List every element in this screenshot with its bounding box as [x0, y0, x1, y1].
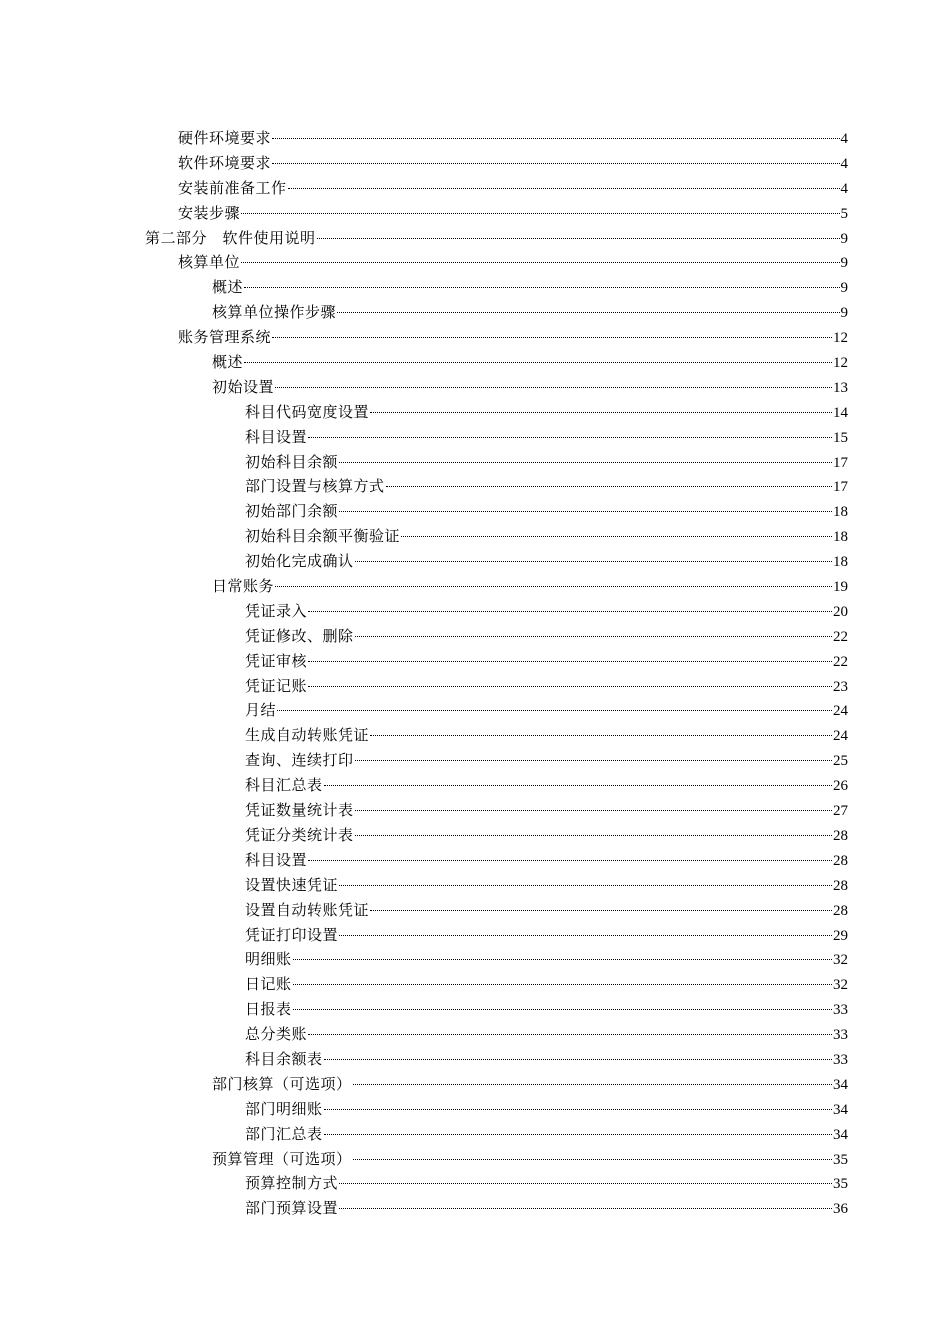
toc-entry-row — [178, 126, 848, 152]
toc-entry-row — [245, 425, 848, 451]
toc-entry-row — [245, 748, 848, 774]
toc-dot-leader — [401, 536, 832, 537]
toc-dot-leader — [293, 1009, 832, 1010]
toc-entry[interactable] — [0, 624, 950, 649]
toc-page-number: 34 — [833, 1076, 848, 1093]
toc-entry[interactable] — [0, 748, 950, 773]
toc-page-number: 29 — [833, 927, 848, 944]
toc-page-number: 18 — [833, 554, 848, 571]
toc-entry-row — [245, 848, 848, 874]
toc-dot-leader — [308, 437, 832, 438]
toc-entry[interactable] — [0, 997, 950, 1022]
toc-entry[interactable] — [0, 898, 950, 923]
toc-dot-leader — [308, 1034, 832, 1035]
toc-entry-row — [178, 325, 848, 351]
toc-page-number: 33 — [833, 1002, 848, 1019]
toc-dot-leader — [386, 486, 832, 487]
toc-entry-row — [245, 923, 848, 949]
toc-entry-title: 初始科目余额平衡验证 — [245, 527, 401, 546]
toc-dot-leader — [308, 686, 832, 687]
toc-entry-title: 部门设置与核算方式 — [245, 477, 385, 496]
toc-entry-row — [245, 997, 848, 1023]
toc-page-number: 34 — [833, 1101, 848, 1118]
toc-page-number: 26 — [833, 778, 848, 795]
toc-entry-title: 凭证修改、删除 — [245, 626, 354, 645]
toc-entry-row — [245, 873, 848, 899]
toc-page-number: 32 — [833, 977, 848, 994]
toc-page-number: 12 — [833, 330, 848, 347]
toc-entry-title: 科目汇总表 — [245, 776, 323, 795]
toc-entry-row — [178, 176, 848, 202]
toc-dot-leader — [308, 661, 832, 662]
toc-entry-row — [245, 773, 848, 799]
toc-entry[interactable] — [0, 1072, 950, 1097]
toc-dot-leader — [244, 362, 832, 363]
toc-page-number: 28 — [833, 902, 848, 919]
toc-entry-row — [178, 151, 848, 177]
toc-entry-title: 查询、连续打印 — [245, 751, 354, 770]
toc-dot-leader — [339, 462, 832, 463]
toc-entry-title: 账务管理系统 — [178, 328, 272, 347]
toc-page-number: 33 — [833, 1051, 848, 1068]
toc-dot-leader — [339, 885, 832, 886]
toc-entry-title: 凭证审核 — [245, 651, 308, 670]
toc-entry[interactable] — [0, 425, 950, 450]
toc-page-number: 4 — [840, 155, 848, 172]
toc-page-number: 19 — [833, 579, 848, 596]
toc-page-number: 34 — [833, 1126, 848, 1143]
toc-page-number: 9 — [840, 230, 848, 247]
toc-entry[interactable] — [0, 474, 950, 499]
toc-entry-title: 凭证打印设置 — [245, 925, 339, 944]
toc-entry-title: 安装前准备工作 — [178, 178, 287, 197]
toc-entry-row — [178, 250, 848, 276]
toc-page-number: 5 — [840, 205, 848, 222]
toc-page-number: 28 — [833, 827, 848, 844]
toc-entry-title: 初始部门余额 — [245, 502, 339, 521]
toc-entry[interactable] — [0, 176, 950, 201]
toc-dot-leader — [277, 710, 832, 711]
toc-entry-title: 科目设置 — [245, 427, 308, 446]
toc-entry[interactable] — [0, 798, 950, 823]
toc-entry[interactable] — [0, 126, 950, 151]
toc-page-number: 17 — [833, 454, 848, 471]
toc-entry[interactable] — [0, 773, 950, 798]
toc-entry-row — [245, 524, 848, 550]
toc-entry[interactable] — [0, 524, 950, 549]
toc-entry-title: 设置自动转账凭证 — [245, 900, 370, 919]
toc-entry-row — [245, 474, 848, 500]
toc-entry[interactable] — [0, 674, 950, 699]
toc-page-number: 33 — [833, 1027, 848, 1044]
toc-dot-leader — [308, 611, 832, 612]
toc-entry-title: 初始化完成确认 — [245, 552, 354, 571]
toc-entry-title: 概述 — [212, 278, 244, 297]
toc-entry[interactable] — [0, 151, 950, 176]
toc-page-number: 13 — [833, 379, 848, 396]
toc-page-number: 9 — [840, 305, 848, 322]
toc-page-number: 9 — [840, 255, 848, 272]
toc-entry-title: 明细账 — [245, 950, 292, 969]
toc-entry-row — [245, 400, 848, 426]
toc-page-number: 18 — [833, 529, 848, 546]
toc-entry-title: 部门预算设置 — [245, 1199, 339, 1218]
toc-entry[interactable] — [0, 923, 950, 948]
toc-entry-title: 生成自动转账凭证 — [245, 726, 370, 745]
toc-entry-row — [245, 898, 848, 924]
toc-entry[interactable] — [0, 873, 950, 898]
toc-dot-leader — [308, 860, 832, 861]
toc-dot-leader — [339, 1208, 832, 1209]
toc-entry-title: 科目设置 — [245, 850, 308, 869]
toc-entry[interactable] — [0, 1147, 950, 1172]
toc-page-number: 25 — [833, 753, 848, 770]
toc-dot-leader — [370, 412, 832, 413]
toc-entry-title: 概述 — [212, 353, 244, 372]
toc-page-number: 22 — [833, 653, 848, 670]
toc-entry-title: 日报表 — [245, 1000, 292, 1019]
toc-dot-leader — [355, 835, 832, 836]
toc-entry[interactable] — [0, 698, 950, 723]
toc-entry-title: 总分类账 — [245, 1025, 308, 1044]
toc-entry-row — [212, 300, 848, 326]
toc-entry-row — [245, 549, 848, 575]
toc-entry-title: 硬件环境要求 — [178, 129, 272, 147]
toc-entry-title: 凭证记账 — [245, 676, 308, 695]
toc-page-number: 23 — [833, 678, 848, 695]
toc-entry-title: 科目余额表 — [245, 1049, 323, 1068]
toc-entry-title: 月结 — [245, 701, 277, 720]
toc-entry-row — [178, 201, 848, 227]
toc-entry[interactable] — [0, 1122, 950, 1147]
toc-dot-leader — [293, 959, 832, 960]
toc-entry-title: 预算管理（可选项） — [212, 1149, 352, 1168]
toc-entry-row — [245, 624, 848, 650]
toc-dot-leader — [355, 810, 832, 811]
toc-entry[interactable] — [0, 226, 950, 251]
toc-entry[interactable] — [0, 499, 950, 524]
toc-page-number: 27 — [833, 803, 848, 820]
toc-entry-row — [212, 574, 848, 600]
toc-entry-row — [245, 1022, 848, 1048]
toc-entry[interactable] — [0, 723, 950, 748]
toc-dot-leader — [272, 138, 839, 139]
toc-entry[interactable] — [0, 450, 950, 475]
toc-entry-row — [245, 798, 848, 824]
toc-entry-title: 科目代码宽度设置 — [245, 402, 370, 421]
toc-entry[interactable] — [0, 649, 950, 674]
toc-entry[interactable] — [0, 350, 950, 375]
toc-dot-leader — [370, 735, 832, 736]
toc-entry[interactable] — [0, 375, 950, 400]
toc-entry-title: 凭证分类统计表 — [245, 825, 354, 844]
toc-page-number: 22 — [833, 628, 848, 645]
toc-entry[interactable] — [0, 275, 950, 300]
table-of-contents — [0, 126, 950, 1221]
toc-entry[interactable] — [0, 1022, 950, 1047]
toc-page-number: 24 — [833, 728, 848, 745]
toc-dot-leader — [272, 163, 839, 164]
toc-entry-row — [245, 649, 848, 675]
toc-entry-row — [212, 275, 848, 301]
toc-entry-row — [245, 499, 848, 525]
toc-entry-row — [212, 1147, 848, 1173]
toc-entry-title: 日记账 — [245, 975, 292, 994]
toc-dot-leader — [370, 910, 832, 911]
toc-entry-row — [245, 1047, 848, 1073]
toc-entry[interactable] — [0, 250, 950, 275]
toc-page-number: 20 — [833, 603, 848, 620]
toc-entry-title: 核算单位 — [178, 253, 241, 272]
toc-entry[interactable] — [0, 400, 950, 425]
toc-entry-row — [212, 375, 848, 401]
toc-dot-leader — [339, 1183, 832, 1184]
toc-entry[interactable] — [0, 848, 950, 873]
toc-dot-leader — [353, 1159, 832, 1160]
toc-page-number: 14 — [833, 404, 848, 421]
toc-page-number: 28 — [833, 852, 848, 869]
toc-entry-title: 凭证数量统计表 — [245, 801, 354, 820]
toc-entry-title: 凭证录入 — [245, 601, 308, 620]
toc-entry[interactable] — [0, 574, 950, 599]
toc-entry-row — [245, 947, 848, 973]
toc-page-number: 28 — [833, 877, 848, 894]
toc-entry-row — [212, 350, 848, 376]
toc-entry[interactable] — [0, 1171, 950, 1196]
toc-entry-row — [245, 972, 848, 998]
toc-page-number: 15 — [833, 429, 848, 446]
toc-entry-row — [145, 226, 848, 252]
toc-dot-leader — [337, 312, 839, 313]
toc-entry-row — [245, 450, 848, 476]
toc-entry[interactable] — [0, 972, 950, 997]
toc-entry-title: 软件环境要求 — [178, 153, 272, 172]
toc-entry[interactable] — [0, 599, 950, 624]
toc-entry[interactable] — [0, 201, 950, 226]
toc-dot-leader — [288, 188, 840, 189]
toc-entry[interactable] — [0, 1097, 950, 1122]
toc-dot-leader — [293, 984, 832, 985]
toc-dot-leader — [324, 1059, 832, 1060]
toc-page-number: 36 — [833, 1201, 848, 1218]
toc-page-number: 4 — [840, 180, 848, 197]
toc-entry-title: 部门汇总表 — [245, 1124, 323, 1143]
toc-entry[interactable] — [0, 300, 950, 325]
toc-dot-leader — [244, 287, 839, 288]
toc-dot-leader — [272, 337, 832, 338]
toc-dot-leader — [324, 1134, 832, 1135]
toc-dot-leader — [241, 213, 839, 214]
toc-dot-leader — [355, 561, 832, 562]
toc-dot-leader — [241, 262, 839, 263]
toc-dot-leader — [324, 1109, 832, 1110]
toc-page-number: 35 — [833, 1151, 848, 1168]
toc-page-number: 12 — [833, 355, 848, 372]
toc-entry-title: 安装步骤 — [178, 203, 241, 222]
toc-entry-title: 初始科目余额 — [245, 452, 339, 471]
toc-entry-row — [245, 1196, 848, 1222]
toc-entry-row — [245, 599, 848, 625]
toc-entry-title: 第二部分 软件使用说明 — [145, 228, 316, 247]
toc-entry[interactable] — [0, 823, 950, 848]
toc-entry-row — [245, 1097, 848, 1123]
toc-dot-leader — [339, 511, 832, 512]
toc-page-number: 35 — [833, 1176, 848, 1193]
toc-page-number: 4 — [840, 131, 848, 147]
toc-entry-row — [245, 674, 848, 700]
toc-dot-leader — [275, 586, 832, 587]
toc-page-number: 32 — [833, 952, 848, 969]
toc-dot-leader — [317, 238, 840, 239]
toc-entry-row — [245, 823, 848, 849]
toc-entry-title: 初始设置 — [212, 377, 275, 396]
toc-entry-title: 预算控制方式 — [245, 1174, 339, 1193]
toc-entry[interactable] — [0, 1196, 950, 1221]
toc-entry-title: 设置快速凭证 — [245, 875, 339, 894]
toc-entry-title: 日常账务 — [212, 577, 275, 596]
toc-page-number: 18 — [833, 504, 848, 521]
toc-entry-title: 部门明细账 — [245, 1099, 323, 1118]
toc-entry[interactable] — [0, 947, 950, 972]
toc-entry-title: 部门核算（可选项） — [212, 1074, 352, 1093]
toc-entry-title: 核算单位操作步骤 — [212, 303, 337, 322]
toc-entry-row — [245, 1171, 848, 1197]
toc-dot-leader — [339, 935, 832, 936]
toc-dot-leader — [353, 1084, 832, 1085]
toc-entry-row — [212, 1072, 848, 1098]
toc-entry-row — [245, 723, 848, 749]
toc-dot-leader — [355, 636, 832, 637]
toc-dot-leader — [275, 387, 832, 388]
toc-entry-row — [245, 1122, 848, 1148]
toc-page-number: 24 — [833, 703, 848, 720]
toc-entry[interactable] — [0, 325, 950, 350]
toc-entry-row — [245, 698, 848, 724]
toc-page-number: 9 — [840, 280, 848, 297]
toc-dot-leader — [355, 760, 832, 761]
toc-page-number: 17 — [833, 479, 848, 496]
toc-entry[interactable] — [0, 1047, 950, 1072]
toc-dot-leader — [324, 785, 832, 786]
toc-entry[interactable] — [0, 549, 950, 574]
